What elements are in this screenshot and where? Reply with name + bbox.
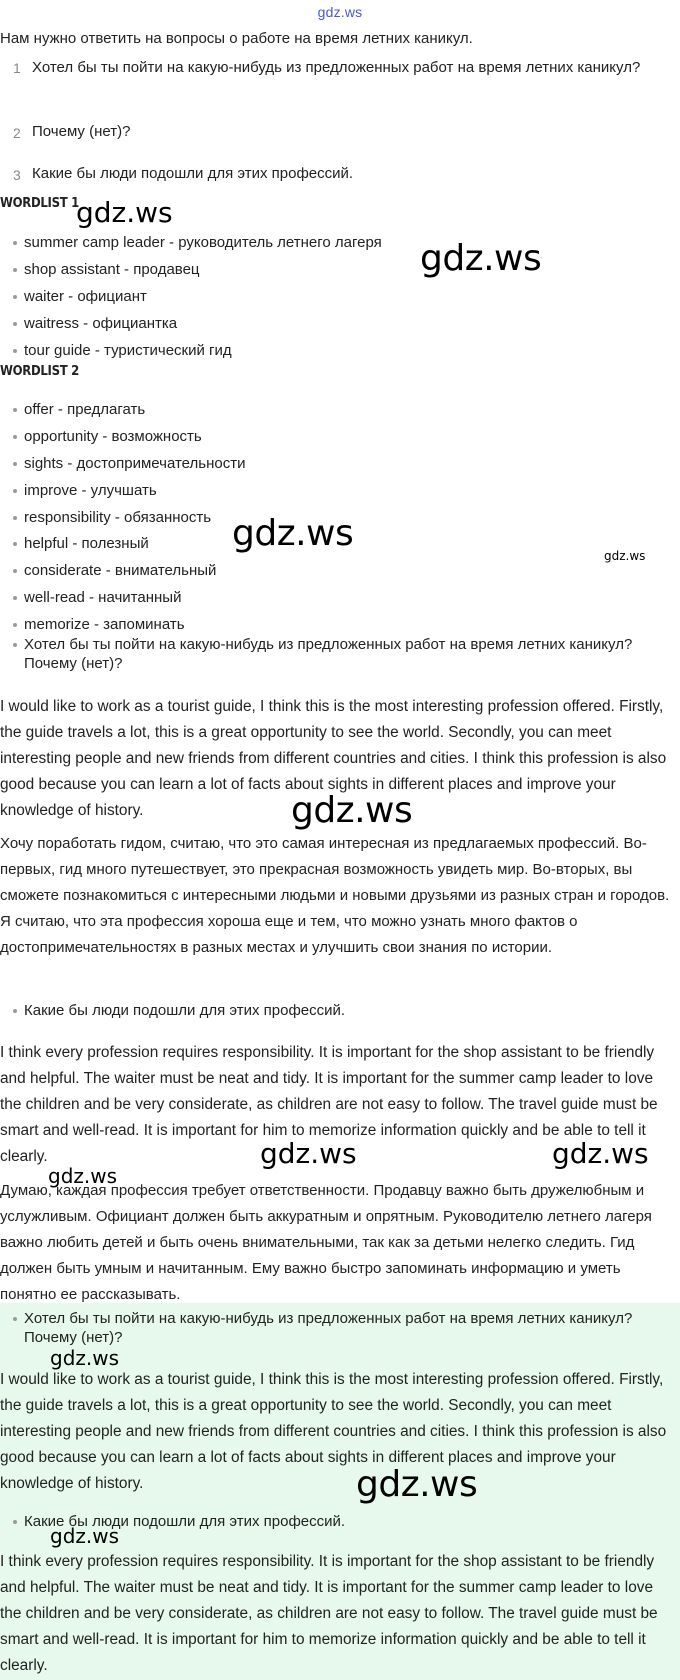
list-item: responsibility - обязанность (0, 504, 245, 531)
list-item: offer - предлагать (0, 396, 245, 423)
list-item: helpful - полезный (0, 530, 245, 557)
answer-2-russian: Думаю, каждая профессия требует ответственности. Продавцу важно быть дружелюбным и услужливым. Официант должен быть аккуратным и опрятным. Руководителю летнего лагеря важно любить детей и быть очень внимательными, так как за детьми нелегко следить. Гид должен быть умным и начитанным. Ему важно быстро запоминать информацию и уметь понятно ее рассказывать. (0, 1182, 652, 1303)
list-item: summer camp leader - руководитель летнего лагеря (0, 229, 382, 256)
question-text: Хотел бы ты пойти на какую-нибудь из предложенных работ на время летних каникул? (32, 59, 641, 76)
wordlist-2-title: WORDLIST 2 (0, 364, 79, 379)
watermark: gdz.ws (48, 1164, 118, 1188)
question-number: 2 (13, 125, 21, 141)
question-number: 3 (13, 167, 21, 183)
summary-2-question: Какие бы люди подошли для этих профессий. (24, 1513, 346, 1530)
summary-1-english: I would like to work as a tourist guide, I think this is the most interesting profession offered. Firstly, the guide travels a lot, this is a great opportunity to see the world. Secondly, you can meet interesting people and new friends from different countries and cities. I think this profession is also good because you can learn a lot of facts about sights in different places and improve your knowledge of history. (0, 1371, 667, 1492)
watermark: gdz.ws (291, 790, 413, 831)
watermark: gdz.ws (50, 1346, 120, 1370)
list-item: well-read - начитанный (0, 584, 245, 611)
list-item: waiter - официант (0, 283, 382, 310)
watermark: gdz.ws (552, 1137, 649, 1170)
list-item: shop assistant - продавец (0, 256, 382, 283)
bullet-dot (13, 1520, 17, 1524)
list-item: tour guide - туристический гид (0, 337, 382, 364)
watermark: gdz.ws (420, 238, 542, 279)
bullet-dot (13, 1317, 17, 1321)
wordlist-1-title: WORDLIST 1 (0, 196, 79, 211)
site-header-link[interactable]: gdz.ws (317, 4, 363, 20)
watermark: gdz.ws (356, 1464, 478, 1505)
wordlist-2 (0, 396, 245, 638)
bullet-dot (13, 1009, 17, 1013)
list-item: memorize - запоминать (0, 611, 245, 638)
answer-1-english: I would like to work as a tourist guide, I think this is the most interesting profession offered. Firstly, the guide travels a lot, this is a great opportunity to see the world. Secondly, you can meet interesting people and new friends from different countries and cities. I think this profession is also good because you can learn a lot of facts about sights in different places and improve your knowledge of history. (0, 698, 667, 819)
list-item: sights - достопримечательности (0, 450, 245, 477)
answer-1-question: Хотел бы ты пойти на какую-нибудь из предложенных работ на время летних каникул? Почему (нет)? (24, 636, 633, 672)
watermark: gdz.ws (260, 1137, 357, 1170)
summary-2-english: I think every profession requires responsibility. It is important for the shop assistant to be friendly and helpful. The waiter must be neat and tidy. It is important for the summer camp leader to love the children and be very considerate, as children are not easy to follow. The travel guide must be smart and well-read. It is important for him to memorize information quickly and be able to tell it clearly. (0, 1553, 658, 1674)
question-number: 1 (13, 60, 21, 76)
wordlist-1 (0, 229, 382, 364)
question-text: Какие бы люди подошли для этих профессий. (32, 165, 354, 182)
answer-2-english: I think every profession requires responsibility. It is important for the shop assistant to be friendly and helpful. The waiter must be neat and tidy. It is important for the summer camp leader to love the children and be very considerate, as children are not easy to follow. The travel guide must be smart and well-read. It is important for him to memorize information quickly and be able to tell it clearly. (0, 1044, 658, 1165)
watermark: gdz.ws (50, 1524, 120, 1548)
list-item: considerate - внимательный (0, 557, 245, 584)
watermark: gdz.ws (76, 196, 173, 229)
list-item: opportunity - возможность (0, 423, 245, 450)
list-item: improve - улучшать (0, 477, 245, 504)
bullet-dot (13, 643, 17, 647)
list-item: waitress - официантка (0, 310, 382, 337)
question-text: Почему (нет)? (32, 123, 131, 140)
answer-2-question: Какие бы люди подошли для этих профессий. (24, 1002, 346, 1019)
intro-text: Нам нужно ответить на вопросы о работе на время летних каникул. (0, 30, 473, 47)
watermark: gdz.ws (232, 513, 354, 554)
summary-1-question: Хотел бы ты пойти на какую-нибудь из предложенных работ на время летних каникул? Почему (нет)? (24, 1310, 633, 1346)
watermark: gdz.ws (604, 549, 646, 563)
answer-1-russian: Хочу поработать гидом, считаю, что это самая интересная из предлагаемых профессий. Во-первых, гид много путешествует, это прекрасная возможность увидеть мир. Во-вторых, вы сможете познакомиться с интересными людьми и новыми друзьями из разных стран и городов. Я считаю, что эта профессия хороша еще и тем, что можно узнать много фактов о достопримечательностях в разных местах и улучшить свои знания по истории. (0, 835, 670, 956)
